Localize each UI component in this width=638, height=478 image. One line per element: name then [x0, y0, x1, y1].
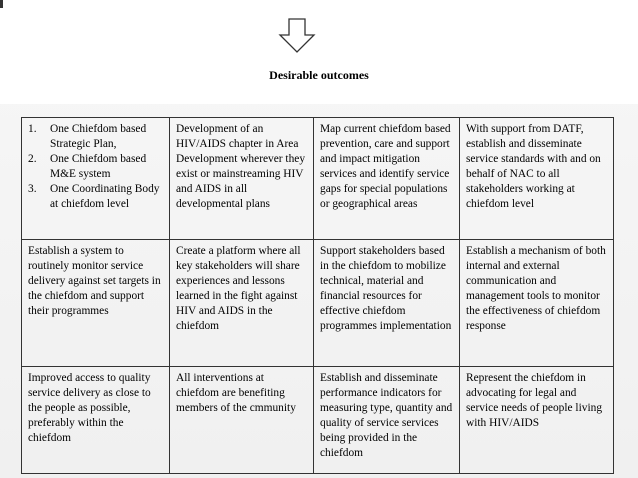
table-cell: Create a platform where all key stakeholders will share experiences and lessons learned in the fight against HIV and AIDS in the chiefdom — [170, 240, 314, 367]
table-cell: With support from DATF, establish and disseminate service standards with and on behalf of NAC to all stakeholders working at chiefdom level — [460, 118, 614, 240]
corner-mark — [0, 0, 3, 8]
down-arrow-icon — [278, 18, 316, 54]
table-cell: Establish a system to routinely monitor service delivery against set targets in the chiefdom and support their programmes — [22, 240, 170, 367]
table-cell: Support stakeholders based in the chiefdom to mobilize technical, material and financial resources for effective chiefdom programmes implementation — [314, 240, 460, 367]
list-item — [28, 122, 164, 152]
table-cell — [22, 118, 170, 240]
outcomes-table — [21, 117, 614, 474]
table-cell: Establish a mechanism of both internal and external communication and management tools to monitor the effectiveness of chiefdom response — [460, 240, 614, 367]
table-cell: Development of an HIV/AIDS chapter in Area Development wherever they exist or mainstreaming HIV and AIDS in all developmental plans — [170, 118, 314, 240]
list-item — [28, 152, 164, 182]
list-number: 2. — [28, 153, 37, 165]
outcome-list — [28, 122, 164, 212]
table-row — [22, 118, 614, 240]
table-cell: Represent the chiefdom in advocating for legal and service needs of people living with HIV/AIDS — [460, 367, 614, 474]
list-text: One Chiefdom based M&E system — [50, 153, 147, 180]
page-title: Desirable outcomes — [269, 68, 369, 82]
table-cell: Improved access to quality service delivery as close to the people as possible, preferably within the chiefdom — [22, 367, 170, 474]
list-text: One Coordinating Body at chiefdom level — [50, 183, 160, 210]
list-text: One Chiefdom based Strategic Plan, — [50, 123, 147, 150]
table-cell: Establish and disseminate performance indicators for measuring type, quantity and quality of service services being provided in the chiefdom — [314, 367, 460, 474]
table-cell: All interventions at chiefdom are benefiting members of the cmmunity — [170, 367, 314, 474]
table-row — [22, 240, 614, 367]
list-number: 1. — [28, 123, 37, 135]
list-number: 3. — [28, 183, 37, 195]
list-item — [28, 182, 164, 212]
table-row — [22, 367, 614, 474]
table-cell: Map current chiefdom based prevention, care and support and impact mitigation services and identify service gaps for special populations or geographical areas — [314, 118, 460, 240]
header-band — [0, 0, 638, 104]
